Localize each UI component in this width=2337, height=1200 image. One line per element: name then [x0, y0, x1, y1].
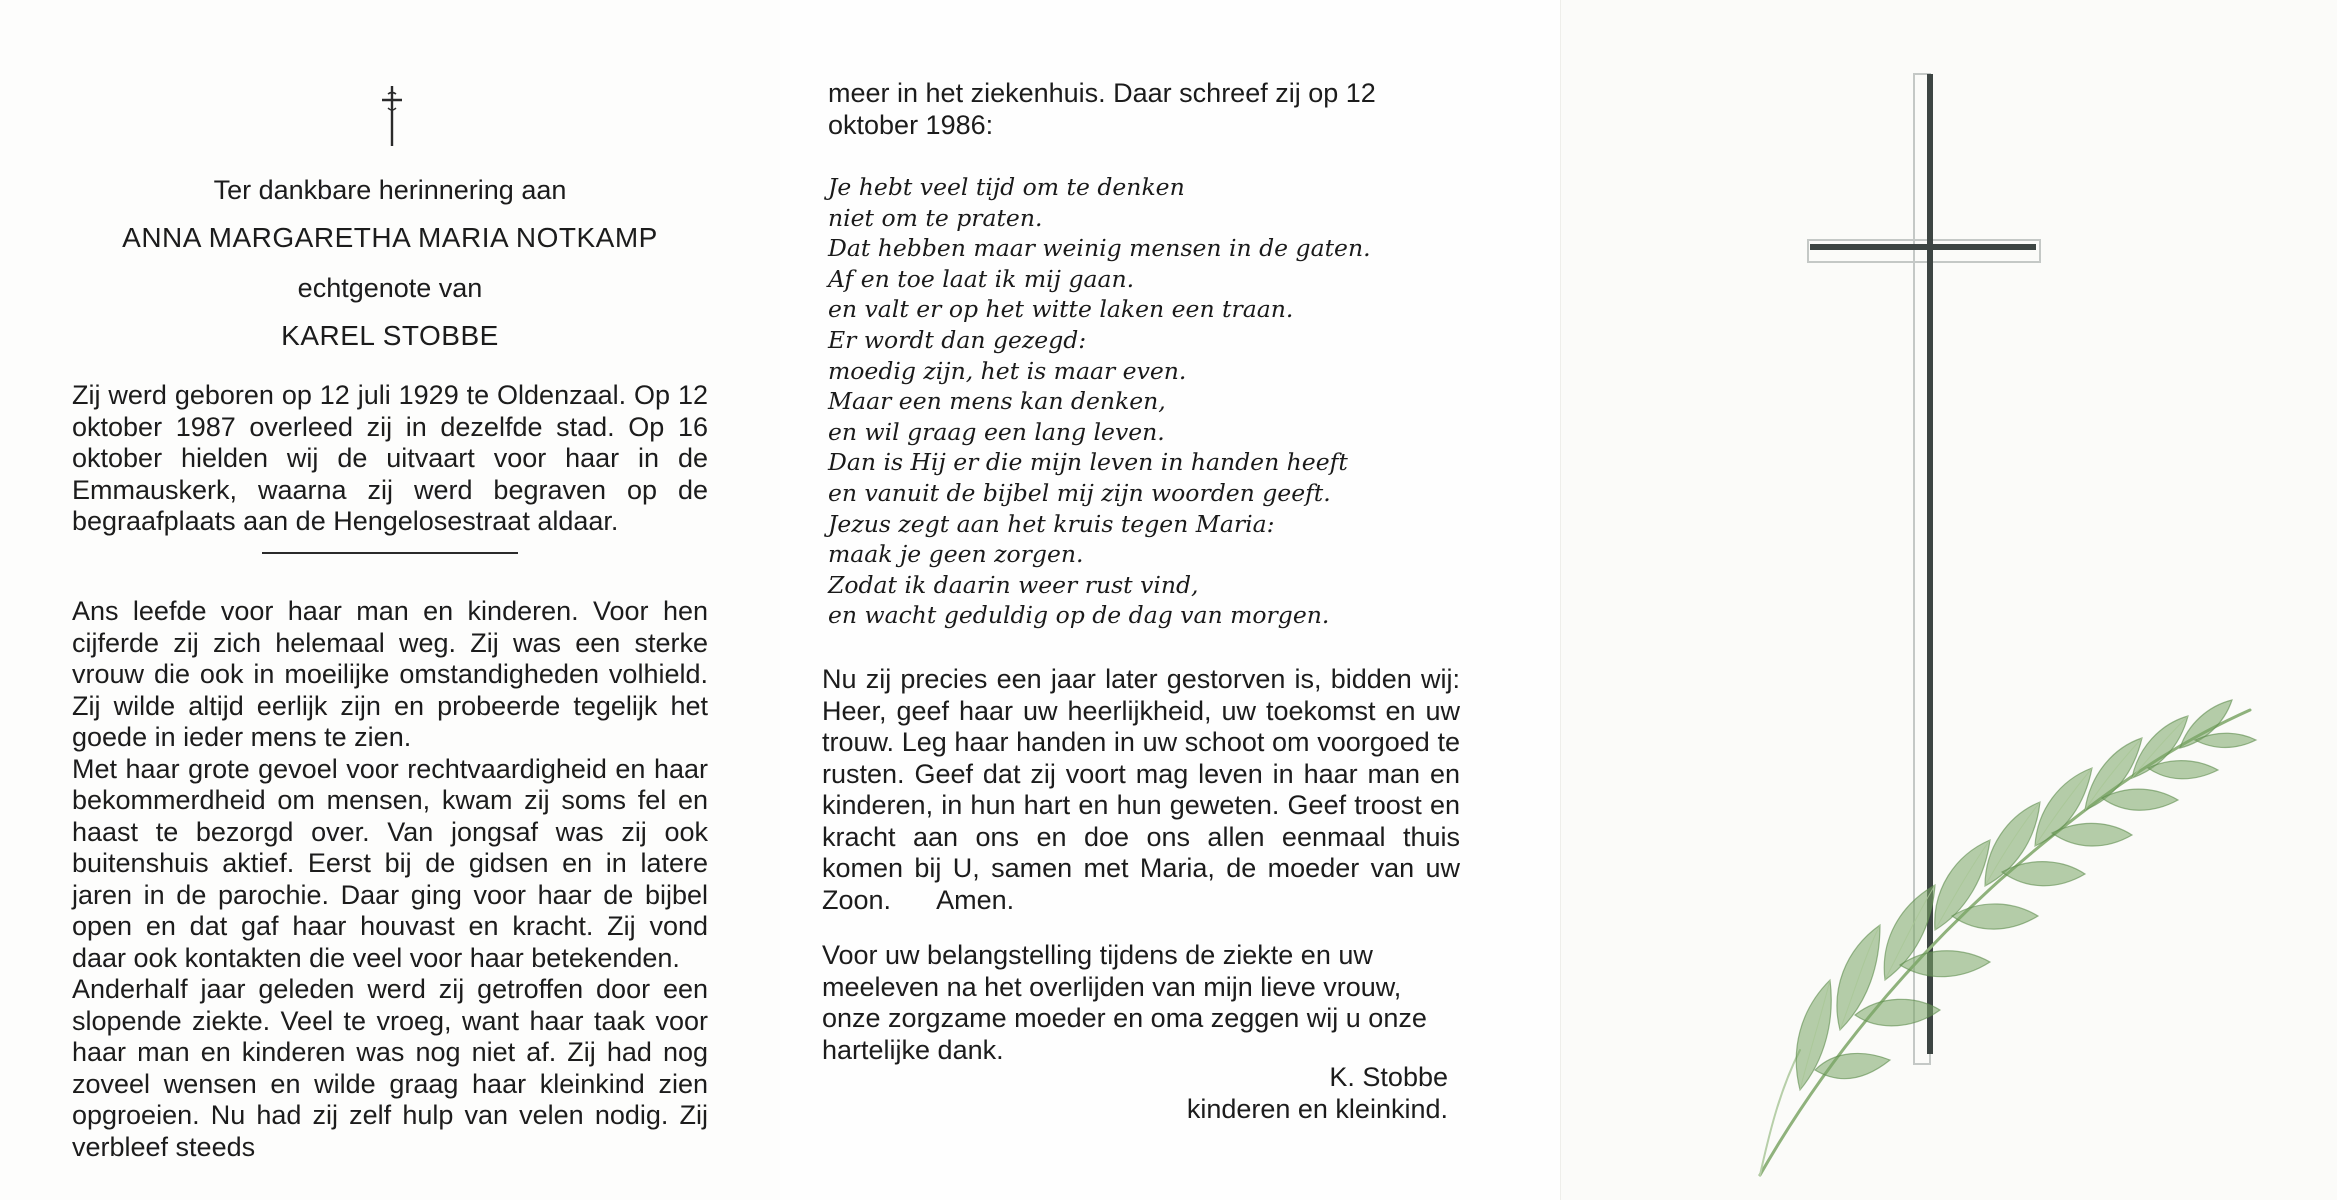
intro-line: Ter dankbare herinnering aan: [213, 175, 567, 205]
poem-line: Jezus zegt aan het kruis tegen Maria:: [828, 509, 1275, 538]
life-story: [72, 596, 708, 1163]
signature-name: K. Stobbe: [1329, 1062, 1448, 1092]
poem-line: Dan is Hij er die mijn leven in handen heeft: [828, 448, 1348, 477]
thanks-paragraph: Voor uw belangstelling tijdens de ziekte en uw meeleven na het overlijden van mijn lieve vrouw, onze zorgzame moeder en oma zeggen wij u onze hartelijke dank.: [822, 940, 1427, 1065]
prayer-paragraph: [822, 664, 1460, 916]
poem-line: Er wordt dan gezegd:: [828, 325, 1087, 354]
amen-text: Amen.: [936, 884, 1015, 915]
deceased-name: ANNA MARGARETHA MARIA NOTKAMP: [122, 222, 658, 253]
biography-paragraph: [72, 380, 708, 538]
crucifix-icon: [372, 82, 412, 148]
poem-line: Dat hebben maar weinig mensen in de gaten.: [828, 234, 1371, 263]
poem-line: Je hebt veel tijd om te denken: [828, 173, 1185, 201]
poem-line: Af en toe laat ik mij gaan.: [828, 264, 1135, 293]
poem-line: maak je geen zorgen.: [828, 540, 1084, 569]
continuation-text: meer in het ziekenhuis. Daar schreef zij op 12 oktober 1986:: [828, 78, 1376, 140]
life-paragraph-1: Ans leefde voor haar man en kinderen. Voor hen cijferde zij zich helemaal weg. Zij was een sterke vrouw die ook in moeilijke omstandigheden volhield. Zij wilde altijd eerlijk zijn en probeerde tegelijk het goede in ieder mens te zien.: [72, 596, 708, 752]
poem-line: Maar een mens kan denken,: [828, 387, 1166, 416]
poem-line: moedig zijn, het is maar even.: [828, 356, 1187, 385]
poem-line: en vanuit de bijbel mij zijn woorden geeft.: [828, 478, 1331, 507]
life-paragraph-2: Met haar grote gevoel voor rechtvaardigheid en haar bekommerdheid om mensen, kwam zij soms fel en haast te bezorgd over. Van jongsaf was zij ook buitenshuis aktief. Eerst bij de gidsen en in latere jaren in de parochie. Daar ging voor haar de bijbel open en dat gaf haar houvast en kracht. Zij vond daar ook kontakten die veel voor haar betekenden.: [72, 753, 708, 973]
section-divider: [262, 552, 518, 554]
poem: [828, 172, 1528, 631]
biography-text: Zij werd geboren op 12 juli 1929 te Oldenzaal. Op 12 oktober 1987 overleed zij in dezelfde stad. Op 16 oktober hielden wij de uitvaart voor haar in de Emmauskerk, waarna zij werd begraven op de begraafplaats aan de Hengelosestraat aldaar.: [72, 380, 708, 536]
poem-line: en valt er op het witte laken een traan.: [828, 295, 1294, 324]
poem-line: en wil graag een lang leven.: [828, 417, 1165, 446]
poem-line: niet om te praten.: [828, 203, 1043, 232]
prayer-text: Nu zij precies een jaar later gestorven is, bidden wij: Heer, geef haar uw heerlijkheid, uw toekomst en uw trouw. Leg haar handen in uw schoot om voorgoed te rusten. Geef dat zij voort mag leven in haar man en kinderen, in hun hart en hun geweten. Geef troost en kracht aan ons en doe ons allen eenmaal thuis komen bij U, samen met Maria, de moeder van uw Zoon.: [822, 664, 1460, 915]
poem-line: Zodat ik daarin weer rust vind,: [828, 570, 1199, 599]
life-paragraph-3: Anderhalf jaar geleden werd zij getroffen door een slopende ziekte. Veel te vroeg, want haar taak voor haar man en kinderen was nog niet af. Zij had nog zoveel wensen en wilde graag haar kleinkind zien opgroeien. Nu had zij zelf hulp van velen nodig. Zij verbleef steeds: [72, 974, 708, 1162]
spouse-name: KAREL STOBBE: [281, 320, 499, 351]
signature-family: kinderen en kleinkind.: [1186, 1094, 1448, 1124]
poem-line: en wacht geduldig op de dag van morgen.: [828, 601, 1330, 630]
palm-branch-icon: [1740, 650, 2280, 1190]
spouse-label: echtgenote van: [297, 273, 483, 303]
